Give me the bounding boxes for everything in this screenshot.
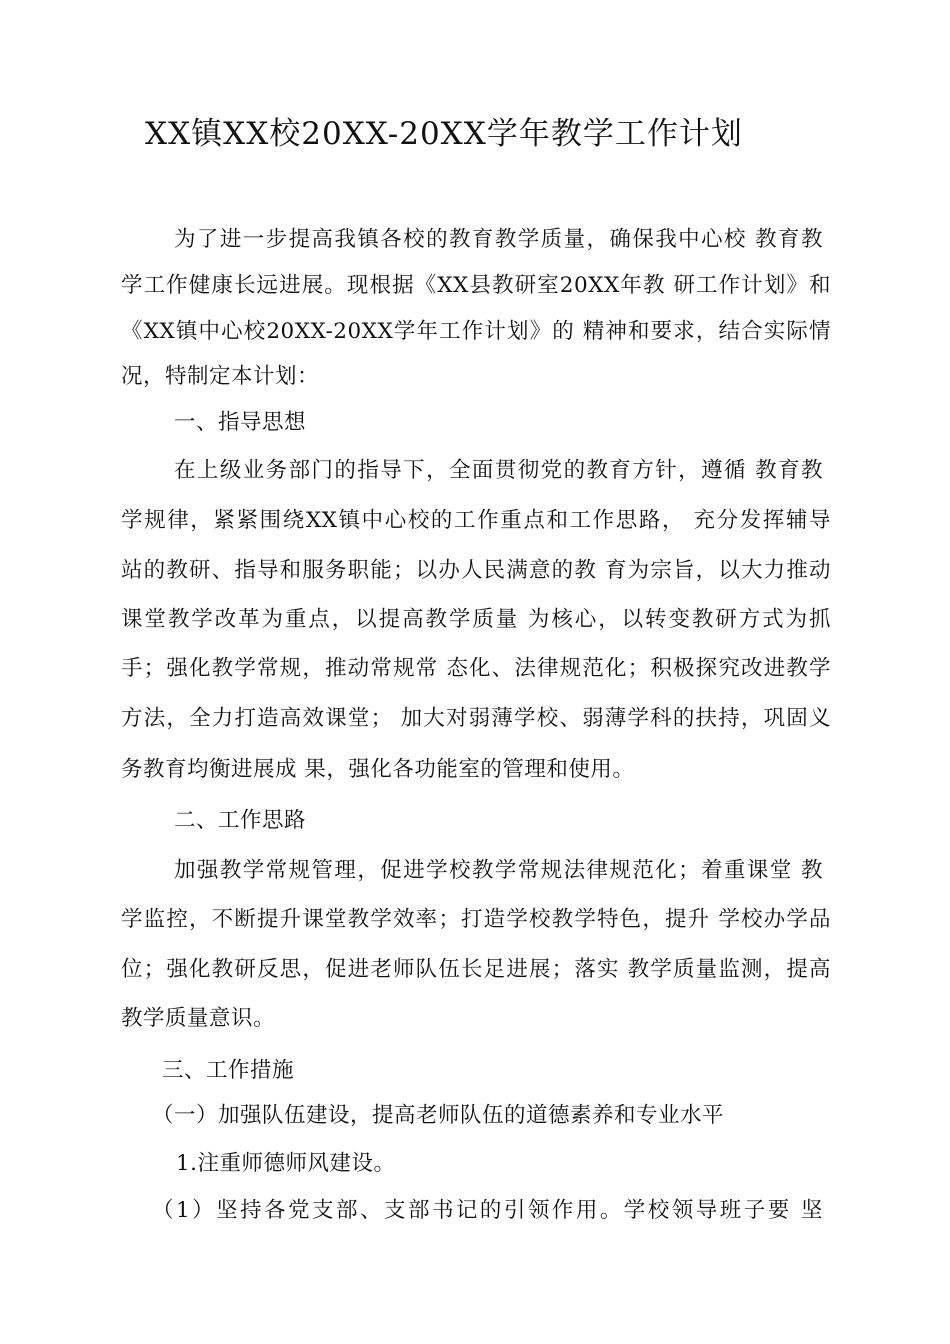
document-title: XX镇XX校20XX-20XX学年教学工作计划 — [145, 116, 743, 152]
section1-line-1: 在上级业务部门的指导下，全面贯彻党的教育方针，遵循 教育教 — [174, 458, 823, 483]
section3-item1: 1.注重师德师风建设。 — [176, 1151, 396, 1176]
section2-line-2: 学监控，不断提升课堂教学效率；打造学校教学特色，提升 学校办学品 — [121, 907, 831, 932]
section2-line-4: 教学质量意识。 — [121, 1006, 276, 1031]
intro-line-1: 为了进一步提高我镇各校的教育教学质量，确保我中心校 教育教 — [174, 227, 823, 252]
section3-item1-1: （1）坚持各党支部、支部书记的引领作用。学校领导班子要 坚 — [152, 1198, 823, 1223]
section1-line-4: 课堂教学改革为重点，以提高教学质量 为核心，以转变教研方式为抓 — [121, 607, 831, 632]
section1-line-2: 学规律，紧紧围绕XX镇中心校的工作重点和工作思路， 充分发挥辅导 — [121, 508, 831, 533]
section1-heading: 一、指导思想 — [174, 410, 307, 435]
section3-sub1: （一）加强队伍建设，提高老师队伍的道德素养和专业水平 — [152, 1103, 725, 1128]
section2-heading: 二、工作思路 — [174, 808, 307, 833]
section2-line-1: 加强教学常规管理，促进学校教学常规法律规范化；着重课堂 教 — [174, 858, 823, 883]
section3-heading: 三、工作措施 — [162, 1058, 295, 1083]
section2-line-3: 位；强化教研反思，促进老师队伍长足进展；落实 教学质量监测，提高 — [121, 957, 831, 982]
section1-line-7: 务教育均衡进展成 果，强化各功能室的管理和使用。 — [121, 757, 635, 782]
section1-line-6: 方法，全力打造高效课堂； 加大对弱薄学校、弱薄学科的扶持，巩固义 — [121, 706, 831, 731]
section1-line-3: 站的教研、指导和服务职能；以办人民满意的教 育为宗旨，以大力推动 — [121, 558, 831, 583]
section1-line-5: 手；强化教学常规，推动常规常 态化、法律规范化；积极探究改进教学 — [121, 656, 831, 681]
intro-line-4: 况，特制定本计划： — [121, 364, 320, 389]
intro-line-2: 学工作健康长远进展。现根据《XX县教研室20XX年教 研工作计划》和 — [121, 273, 831, 298]
intro-line-3: 《XX镇中心校20XX-20XX学年工作计划》的 精神和要求，结合实际情 — [121, 319, 831, 344]
